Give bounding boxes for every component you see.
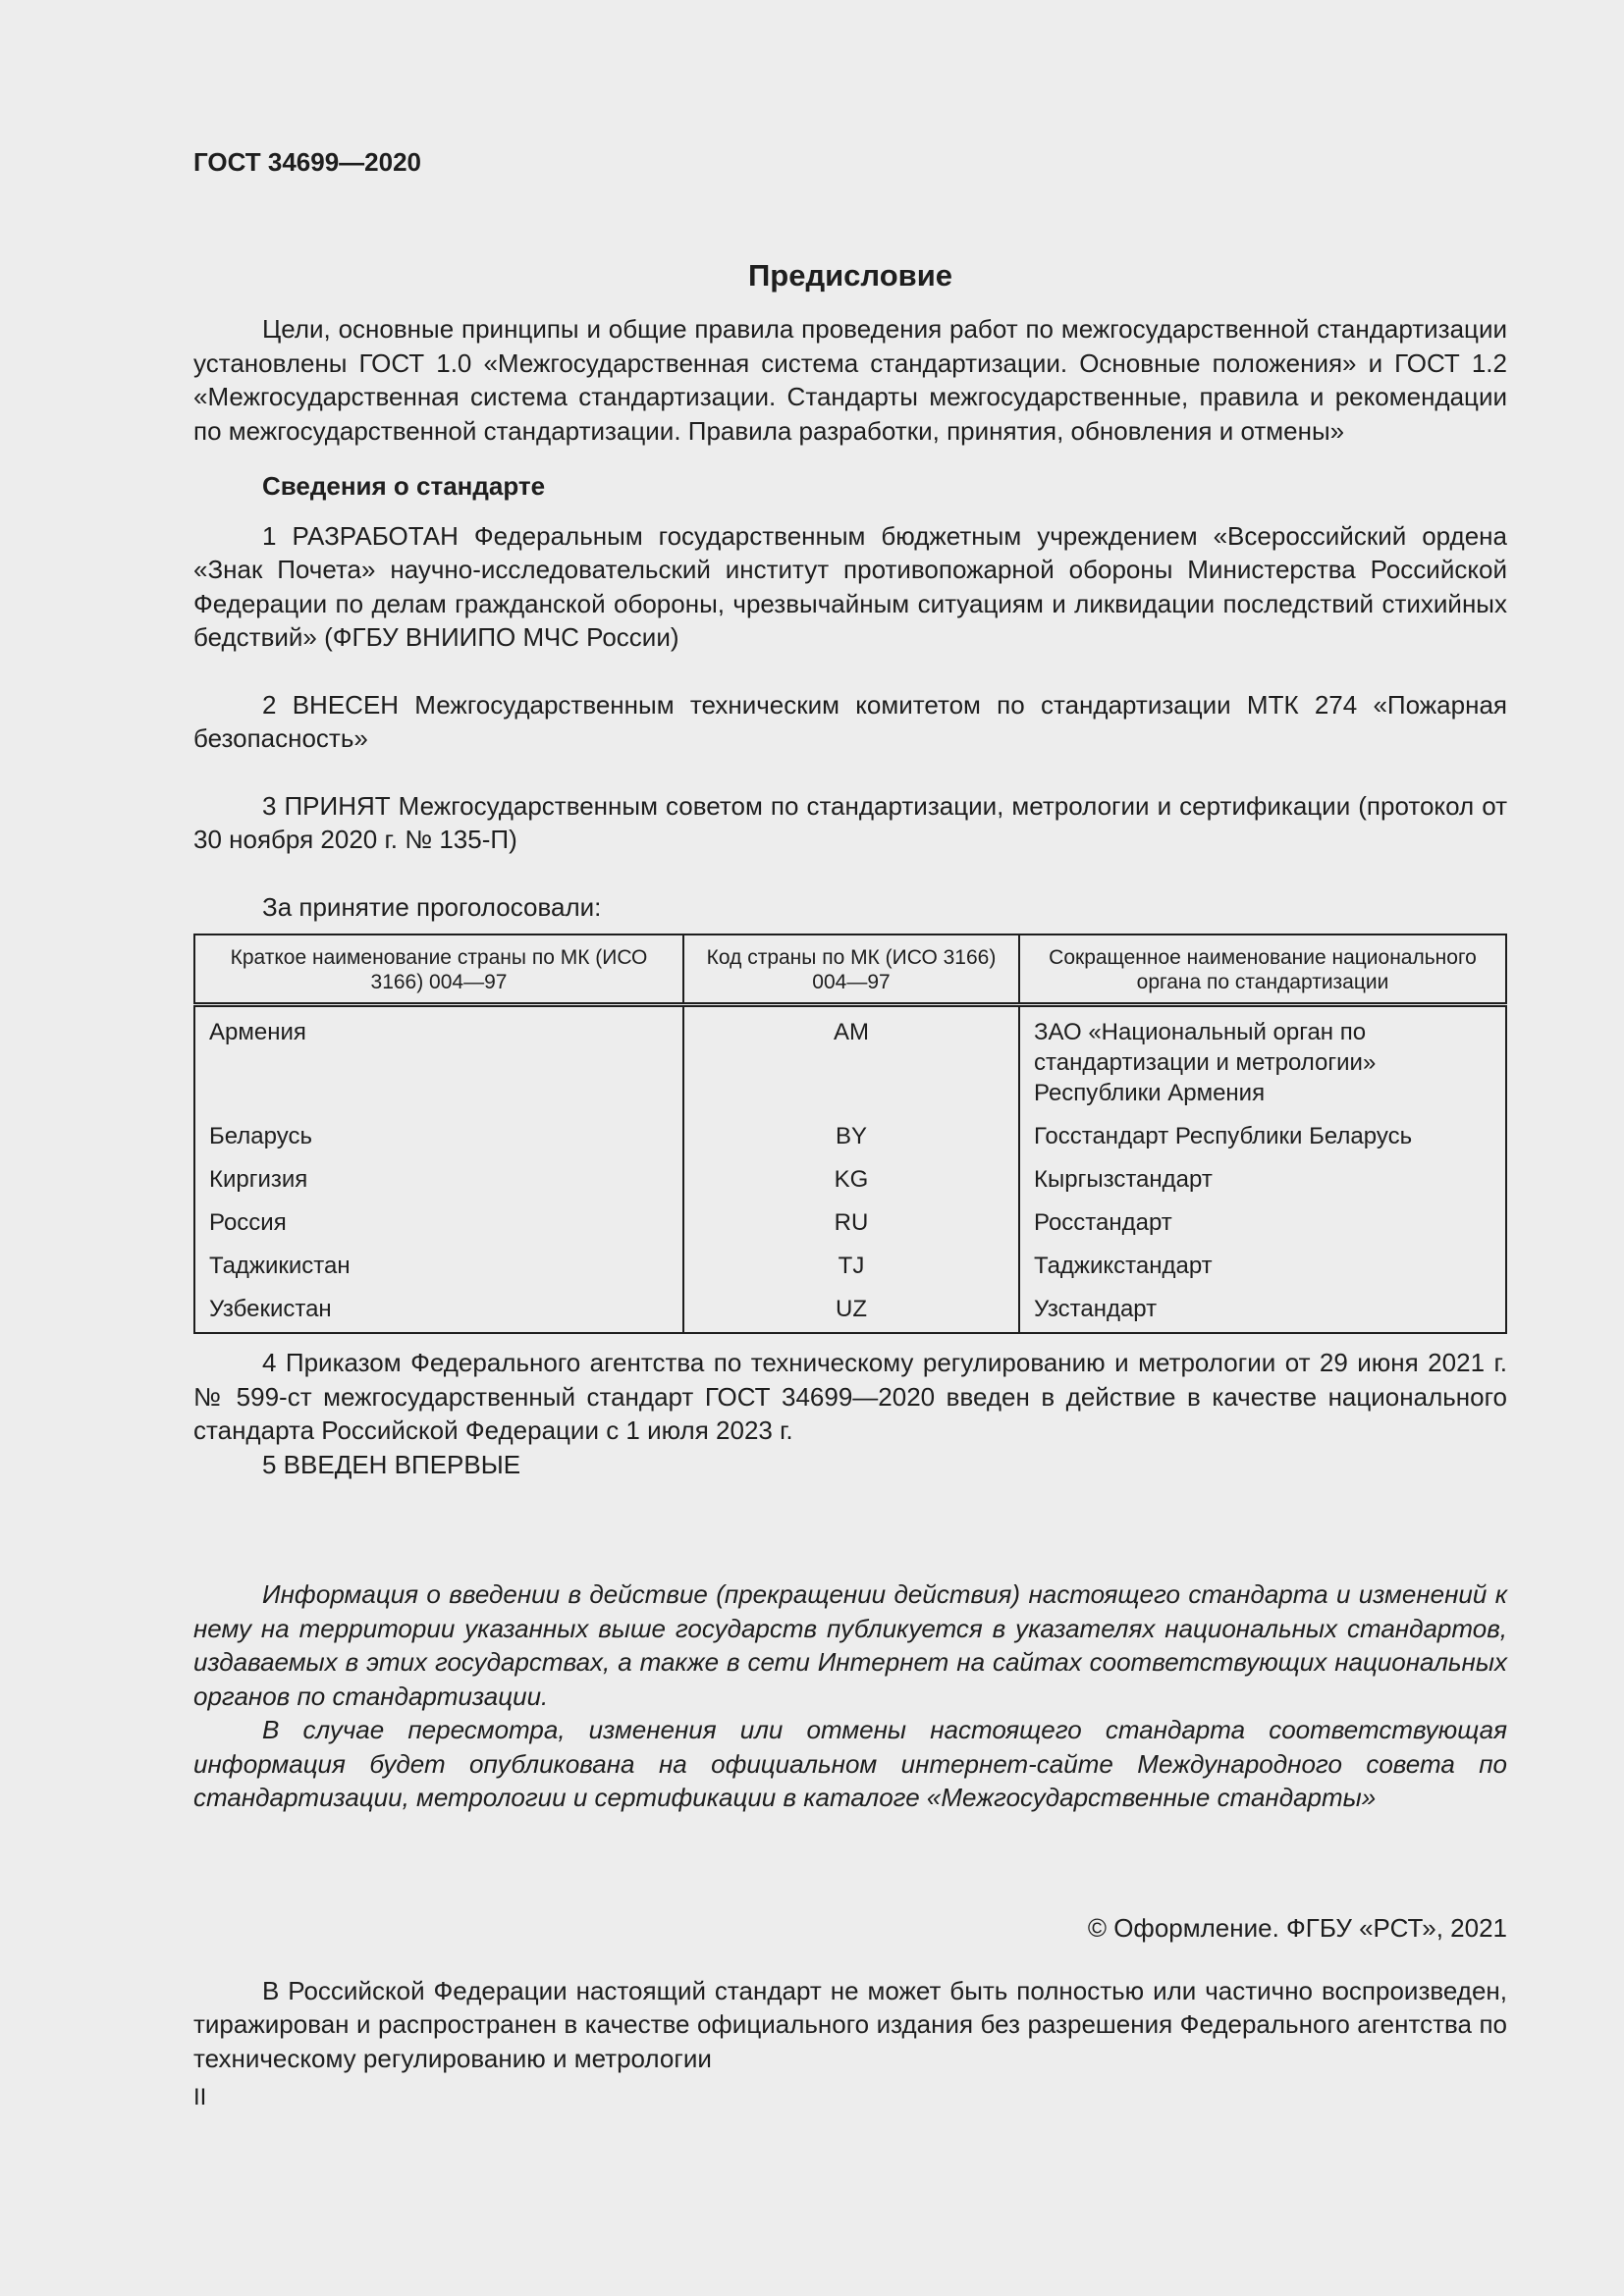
cell-body: Госстандарт Республики Беларусь bbox=[1019, 1116, 1506, 1159]
page-number: II bbox=[193, 2084, 207, 2110]
cell-code: RU bbox=[683, 1202, 1019, 1246]
cell-body: ЗАО «Национальный орган по стандартизации и метрологии» Республики Армения bbox=[1019, 1005, 1506, 1117]
cell-body: Росстандарт bbox=[1019, 1202, 1506, 1246]
cell-body: Узстандарт bbox=[1019, 1289, 1506, 1333]
intro-paragraph: Цели, основные принципы и общие правила проведения работ по межгосударственной стандартизации установлены ГОСТ 1.0 «Межгосударственная система стандартизации. Основные положения» и ГОСТ 1.2 «Межгосударственная система стандартизации. Стандарты межгосударственные, правила и рекомендации по межгосударственной стандартизации. Правила разработки, принятия, обновления и отмены» bbox=[193, 314, 1507, 446]
header-standards-body: Сокращенное наименование национального органа по стандартизации bbox=[1019, 934, 1506, 1005]
header-country-code: Код страны по МК (ИСО 3166) 004—97 bbox=[683, 934, 1019, 1005]
cell-body: Таджикстандарт bbox=[1019, 1246, 1506, 1289]
vote-intro: За принятие проголосовали: bbox=[262, 891, 602, 922]
cell-body: Кыргызстандарт bbox=[1019, 1159, 1506, 1202]
info-heading: Сведения о стандарте bbox=[262, 471, 546, 501]
cell-code: KG bbox=[683, 1159, 1019, 1202]
table-row bbox=[194, 1159, 1506, 1202]
info-notice-2: В случае пересмотра, изменения или отмены настоящего стандарта соответствующая информация будет опубликована на официальном интернет-сайте Международного совета по стандартизации, метрологии и сертификации в каталоге «Межгосударственные стандарты» bbox=[193, 1715, 1507, 1812]
item-4-enacted: 4 Приказом Федерального агентства по техническому регулированию и метрологии от 29 июня 2021 г. № 599-ст межгосударственный стандарт ГОСТ 34699—2020 введен в действие в качестве национального стандарта Российской Федерации с 1 июля 2023 г. bbox=[193, 1348, 1507, 1445]
info-notice-1: Информация о введении в действие (прекращении действия) настоящего стандарта и изменений к нему на территории указанных выше государств публикуется в указателях национальных стандартов, издаваемых в этих государствах, а также в сети Интернет на сайтах соответствующих национальных органов по стандартизации. bbox=[193, 1579, 1507, 1711]
table-row bbox=[194, 1289, 1506, 1333]
item-1-developed: 1 РАЗРАБОТАН Федеральным государственным бюджетным учреждением «Всероссийский ордена «Знак Почета» научно-исследовательский институт противопожарной обороны Министерства Российской Федерации по делам гражданской обороны, чрезвычайным ситуациям и ликвидации последствий стихийных бедствий» (ФГБУ ВНИИПО МЧС России) bbox=[193, 520, 1507, 652]
cell-code: UZ bbox=[683, 1289, 1019, 1333]
voting-table bbox=[193, 934, 1507, 1334]
cell-code: AM bbox=[683, 1005, 1019, 1117]
cell-country: Узбекистан bbox=[209, 1296, 332, 1322]
cell-code: BY bbox=[683, 1116, 1019, 1159]
rf-reproduction-notice: В Российской Федерации настоящий стандарт не может быть полностью или частично воспроизведен, тиражирован и распространен в качестве официального издания без разрешения Федерального агентства по техническому регулированию и метрологии bbox=[193, 1975, 1507, 2073]
document-id: ГОСТ 34699—2020 bbox=[193, 147, 421, 177]
table-row bbox=[194, 1005, 1506, 1117]
cell-country: Беларусь bbox=[209, 1123, 312, 1149]
page-content bbox=[193, 145, 1507, 2112]
item-3-adopted: 3 ПРИНЯТ Межгосударственным советом по стандартизации, метрологии и сертификации (протокол от 30 ноября 2020 г. № 135-П) bbox=[193, 790, 1507, 854]
item-2-submitted: 2 ВНЕСЕН Межгосударственным техническим комитетом по стандартизации МТК 274 «Пожарная безопасность» bbox=[193, 689, 1507, 753]
cell-code: TJ bbox=[683, 1246, 1019, 1289]
cell-country: Россия bbox=[209, 1209, 287, 1236]
header-country-name: Краткое наименование страны по МК (ИСО 3166) 004—97 bbox=[194, 934, 683, 1005]
copyright-line: © Оформление. ФГБУ «РСТ», 2021 bbox=[1087, 1912, 1507, 1943]
table-row bbox=[194, 1246, 1506, 1289]
page-title: Предисловие bbox=[747, 258, 952, 293]
cell-country: Киргизия bbox=[209, 1166, 308, 1193]
table-row bbox=[194, 1116, 1506, 1159]
table-row bbox=[194, 1202, 1506, 1246]
cell-country: Армения bbox=[209, 1019, 306, 1045]
table-header-row bbox=[194, 934, 1506, 1005]
cell-country: Таджикистан bbox=[209, 1253, 351, 1279]
item-5-first-introduced: 5 ВВЕДЕН ВПЕРВЫЕ bbox=[262, 1449, 521, 1479]
